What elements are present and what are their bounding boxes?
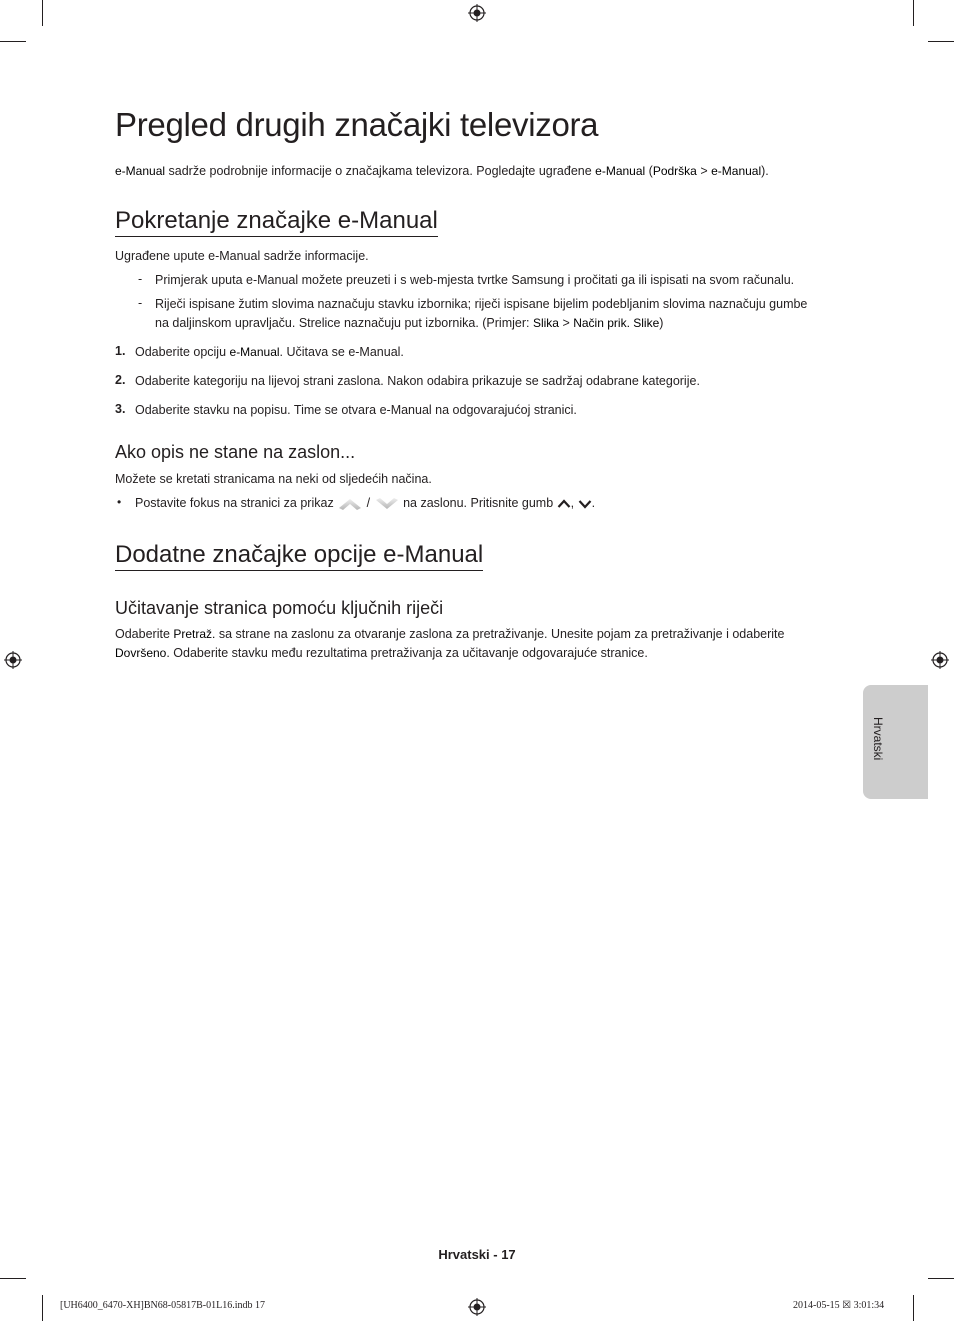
print-date-info: 2014-05-15 ☒ 3:01:34 xyxy=(793,1300,885,1311)
sub-heading-keywords: Učitavanje stranica pomoću ključnih riječi xyxy=(115,598,444,618)
page-number: Hrvatski - 17 xyxy=(438,1247,516,1262)
registration-mark-icon xyxy=(931,651,949,669)
crop-mark xyxy=(928,41,954,42)
crop-mark xyxy=(0,41,26,42)
note-download: Primjerak uputa e-Manual možete preuzeti i s web-mjesta tvrtke Samsung i pročitati ga ili ispisati na svom računalu. xyxy=(155,273,795,287)
intro-text: ). xyxy=(761,164,769,178)
step-text-part: Odaberite opciju xyxy=(135,345,230,359)
menu-term: e-Manual xyxy=(595,164,646,178)
intro-text: ( xyxy=(645,164,653,178)
keywords-paragraph xyxy=(115,625,835,663)
crop-mark xyxy=(0,1278,26,1279)
menu-term: Pretraž. xyxy=(173,627,216,641)
bullet-text-part: / xyxy=(363,496,374,510)
language-side-tab-label: Hrvatski xyxy=(871,717,885,761)
note-text: > xyxy=(558,316,574,330)
menu-term: e-Manual xyxy=(711,164,762,178)
paragraph-text: . Odaberite stavku među rezultatima pretraživanja za učitavanje odgovarajuće stranice. xyxy=(166,646,648,660)
bullet-text-part: . xyxy=(591,496,596,510)
paragraph-text: Odaberite xyxy=(115,627,174,641)
crop-mark xyxy=(928,1278,954,1279)
menu-term: Podrška xyxy=(652,164,697,178)
step-number: 1. xyxy=(115,344,126,358)
crop-mark xyxy=(42,0,43,26)
sub-heading-overflow: Ako opis ne stane na zaslon... xyxy=(115,442,356,462)
sub-lead: Možete se kretati stranicama na neki od sljedećih načina. xyxy=(115,472,432,486)
scroll-up-arrow-icon xyxy=(337,496,363,512)
step-text-part: . Učitava se e-Manual. xyxy=(279,345,404,359)
note-text: ) xyxy=(659,316,664,330)
section-heading-launch: Pokretanje značajke e-Manual xyxy=(115,207,438,237)
step-text xyxy=(135,343,404,362)
menu-term: Slika xyxy=(532,316,559,330)
step-number: 2. xyxy=(115,373,126,387)
bullet: • xyxy=(117,495,122,509)
note-text: Riječi ispisane žutim slovima naznačuju stavku izbornika; riječi ispisane bijelim podebljanim slovima naznačuju gumbe xyxy=(155,297,808,311)
paragraph-text: sa strane na zaslonu za otvaranje zaslona za pretraživanje. Unesite pojam za pretraživanje i odaberite xyxy=(215,627,785,641)
registration-mark-icon xyxy=(4,651,22,669)
note-colors xyxy=(155,295,845,333)
chevron-down-icon xyxy=(578,498,592,510)
registration-mark-icon xyxy=(468,4,486,22)
chevron-up-icon xyxy=(557,498,571,510)
menu-term: Način prik. Slike xyxy=(573,316,660,330)
step-text: Odaberite kategoriju na lijevoj strani zaslona. Nakon odabira prikazuje se sadržaj odabrane kategorije. xyxy=(135,374,700,388)
bullet-text-part: Postavite fokus na stranici za prikaz xyxy=(135,496,338,510)
note-dash: - xyxy=(138,296,143,310)
note-text: na daljinskom upravljaču. Strelice naznačuju put izbornika. (Primjer: xyxy=(155,316,533,330)
intro-paragraph xyxy=(115,162,835,180)
section-lead: Ugrađene upute e-Manual sadrže informacije. xyxy=(115,249,369,263)
print-file-info: [UH6400_6470-XH]BN68-05817B-01L16.indb 17 xyxy=(60,1300,265,1311)
crop-mark xyxy=(913,0,914,26)
intro-text: sadrže podrobnije informacije o značajkama televizora. Pogledajte ugrađene xyxy=(165,164,596,178)
bullet-text-part: na zaslonu. Pritisnite gumb xyxy=(399,496,557,510)
menu-term: e-Manual xyxy=(115,164,166,178)
bullet-text xyxy=(135,494,595,513)
crop-mark xyxy=(913,1295,914,1321)
step-number: 3. xyxy=(115,402,126,416)
bullet-text-part: , xyxy=(570,496,578,510)
scroll-down-arrow-icon xyxy=(374,496,400,512)
note-dash: - xyxy=(138,272,143,286)
intro-text: > xyxy=(696,164,712,178)
menu-term: Dovršeno xyxy=(115,646,167,660)
menu-term: e-Manual xyxy=(229,345,280,359)
page-title: Pregled drugih značajki televizora xyxy=(115,106,599,143)
registration-mark-icon xyxy=(468,1298,486,1316)
crop-mark xyxy=(42,1295,43,1321)
step-text: Odaberite stavku na popisu. Time se otvara e-Manual na odgovarajućoj stranici. xyxy=(135,403,577,417)
section-heading-extras: Dodatne značajke opcije e-Manual xyxy=(115,541,483,571)
